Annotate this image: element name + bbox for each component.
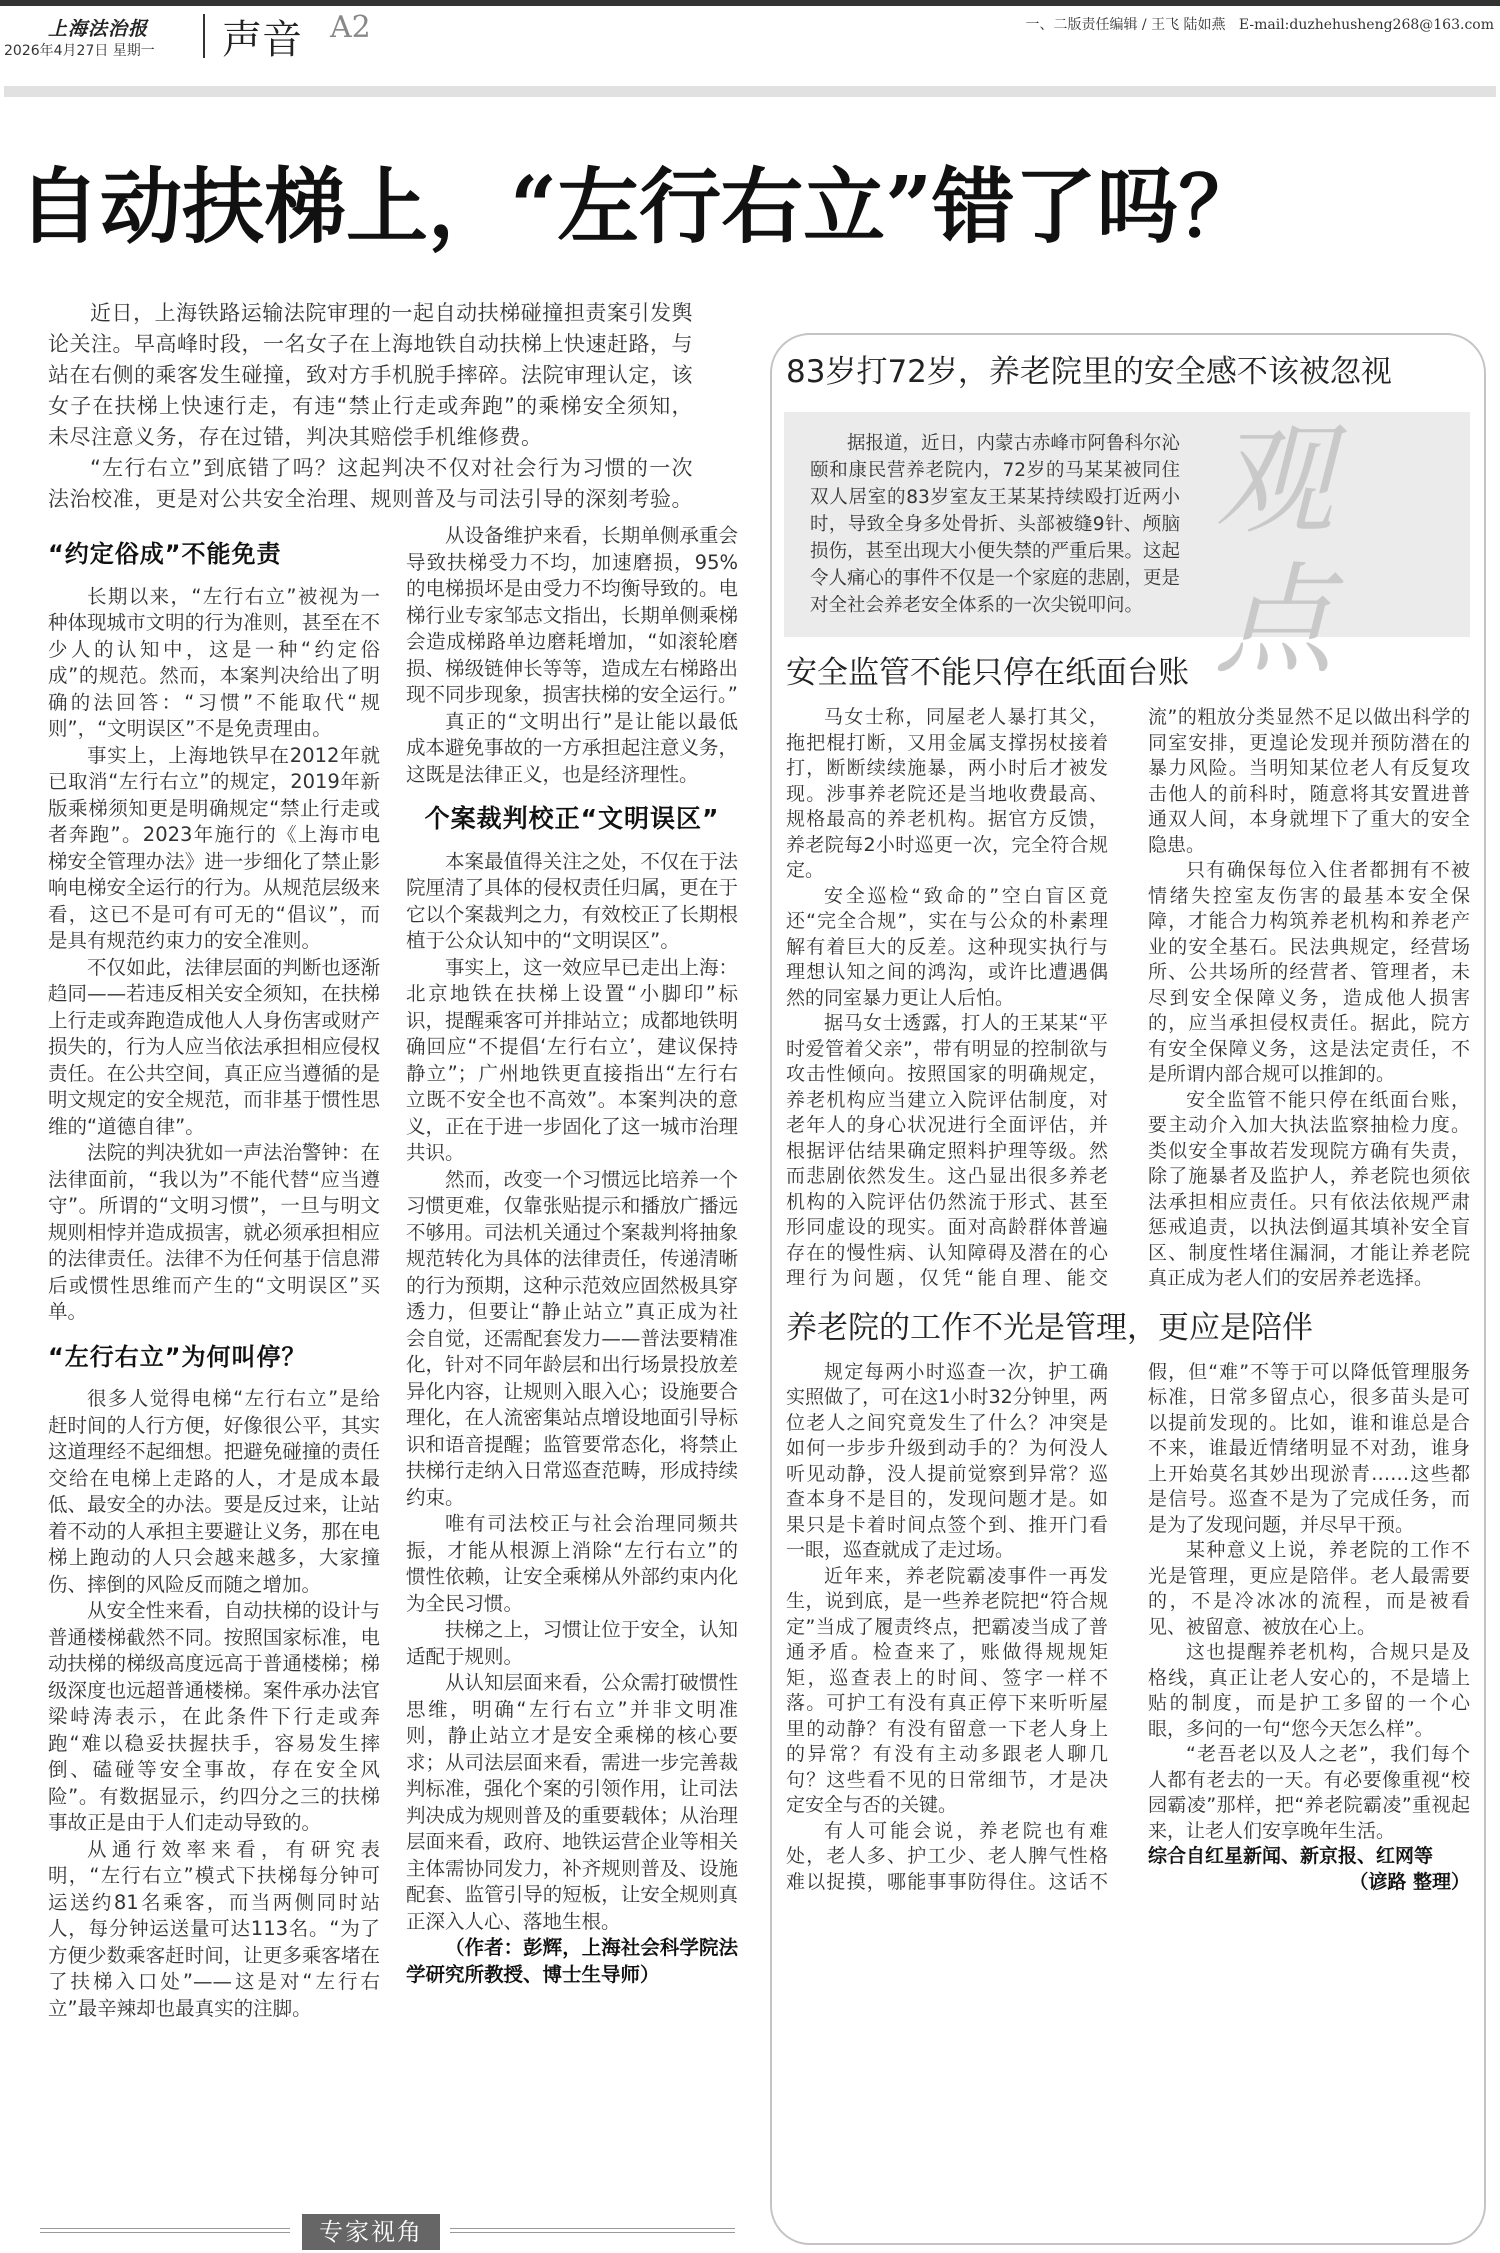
paragraph: 不仅如此，法律层面的判断也逐渐趋同——若违反相关安全须知，在扶梯上行走或奔跑造成他人人身伤害或财产损失的，行为人应当依法承担相应侵权责任。在公共空间，真正应当遵循的是明文规定的安全规范，而非基于惯性思维的“道德自律”。 xyxy=(48,955,380,1138)
sidebar-title: 83岁打72岁，养老院里的安全感不该被忽视 xyxy=(786,354,1392,390)
compiler-note: （谚路 整理） xyxy=(1349,1870,1470,1893)
paragraph: 很多人觉得电梯“左行右立”是给赶时间的人行方便，好像很公平，其实这道理经不起细想。把避免碰撞的责任交给在电梯上走路的人，才是成本最低、最安全的办法。要是反过来，让站着不动的人承担主要避让义务，那在电梯上跑动的人只会越来越多，大家撞伤、摔倒的风险反而随之增加。 xyxy=(48,1387,380,1596)
paragraph: 某种意义上说，养老院的工作不光是管理，更应是陪伴。老人最需要的，不是冷冰冰的流程，而是被看见、被留意、被放在心上。 xyxy=(1148,1539,1470,1638)
column-label: 专家视角 xyxy=(302,2214,440,2250)
paragraph: 从设备维护来看，长期单侧承重会导致扶梯受力不均，加速磨损，95%的电梯损坏是由受力不均衡导致的。电梯行业专家邹志文指出，长期单侧乘梯会造成梯路单边磨耗增加，“如滚轮磨损、梯级链伸长等等，造成左右梯路出现不同步现象，损害扶梯的安全运行。” xyxy=(406,524,738,706)
divider-line xyxy=(40,2228,290,2233)
sidebar-subheading: 养老院的工作不光是管理，更应是陪伴 xyxy=(786,1309,1313,1346)
paragraph: 从通行效率来看，有研究表明，“左行右立”模式下扶梯每分钟可运送约81名乘客，而当两侧同时站人，每分钟运送量可达113名。“为了方便少数乘客赶时间，让更多乘客堵在了扶梯入口处”——这是对“左行右立”最辛辣却也最真实的注脚。 xyxy=(48,1837,380,2020)
quote-text xyxy=(810,430,1180,619)
subheading: “左行右立”为何叫停？ xyxy=(48,1342,307,1371)
main-article-body xyxy=(48,523,738,2022)
paragraph: 本案最值得关注之处，不仅在于法院厘清了具体的侵权责任归属，更在于它以个案裁判之力，有效校正了长期根植于公众认知中的“文明误区”。 xyxy=(406,849,738,952)
sidebar-subheading: 安全监管不能只停在纸面台账 xyxy=(786,655,1189,691)
source-note: 综合自红星新闻、新京报、红网等 xyxy=(1148,1845,1434,1867)
paragraph: 然而，改变一个习惯远比培养一个习惯更难，仅靠张贴提示和播放广播远不够用。司法机关通过个案裁判将抽象规范转化为具体的法律责任，传递清晰的行为预期，这种示范效应固然极具穿透力，但要让“静止站立”真正成为社会自觉，还需配套发力——普法要精准化，针对不同年龄层和出行场景投放差异化内容，让规则入眼入心；设施要合理化，在人流密集站点增设地面引导标识和语音提醒；监管要常态化，将禁止扶梯行走纳入日常巡查范畴，形成持续约束。 xyxy=(406,1167,738,1509)
issue-date: 2026年4月27日 星期一 xyxy=(4,43,155,59)
paragraph: 事实上，上海地铁早在2012年就已取消“左行右立”的规定，2019年新版乘梯须知更是明确规定“禁止行走或者奔跑”。2023年施行的《上海市电梯安全管理办法》进一步细化了禁止影响电梯安全运行的行为。从规范层级来看，这已不是可有可无的“倡议”，而是具有规范约束力的安全准则。 xyxy=(48,743,380,952)
sidebar-section-body xyxy=(786,705,1470,1292)
watermark-guandian: 观点 xyxy=(1214,412,1334,691)
section-name: 声音 xyxy=(222,17,302,63)
main-article xyxy=(48,298,738,2022)
paragraph: 这也提醒养老机构，合规只是及格线，真正让老人安心的，不是墙上贴的制度，而是护工多留的一个心眼，多问的一句“您今天怎么样”。 xyxy=(1148,1641,1470,1740)
paragraph: 安全监管不能只停在纸面台账，要主动介入加大执法监察抽检力度。类似安全事故若发现院方确有失责，除了施暴者及监护人，养老院也须依法承担相应责任。只有依法依规严肃惩戒追责，以执法倒逼其填补安全盲区、制度性堵住漏洞，才能让养老院真正成为老人们的安居养老选择。 xyxy=(1148,1088,1470,1289)
top-rule xyxy=(0,0,1500,6)
paragraph: 法院的判决犹如一声法治警钟：在法律面前，“我以为”不能代替“应当遵守”。所谓的“文明习惯”，一旦与明文规则相悖并造成损害，就必须承担相应的法律责任。法律不为任何基于信息滞后或惯性思维而产生的“文明误区”买单。 xyxy=(48,1141,380,1323)
paragraph: 唯有司法校正与社会治理同频共振，才能从根源上消除“左行右立”的惯性依赖，让安全乘梯从外部约束内化为全民习惯。 xyxy=(406,1512,738,1615)
editor-info xyxy=(1025,14,1494,34)
quote-paragraph: 据报道，近日，内蒙古赤峰市阿鲁科尔沁颐和康民营养老院内，72岁的马某某被同住双人居室的83岁室友王某某持续殴打近两小时，导致全身多处骨折、头部被缝9针、颅脑损伤，甚至出现大小便失禁的严重后果。这起令人痛心的事件不仅是一个家庭的悲剧，更是对全社会养老安全体系的一次尖锐叩问。 xyxy=(810,433,1181,616)
paragraph: 近年来，养老院霸凌事件一再发生，说到底，是一些养老院把“符合规定”当成了履责终点，把霸凌当成了普通矛盾。检查来了，账做得规规矩矩，巡查表上的时间、签字一样不落。可护工有没有真正停下来听听屋里的动静？有没有留意一下老人身上的异常？有没有主动多跟老人聊几句？这些看不见的日常细节，才是决定安全与否的关键。 xyxy=(786,1564,1108,1816)
subheading: 个案裁判校正“文明误区” xyxy=(424,804,720,833)
headline: 自动扶梯上，“左行右立”错了吗？ xyxy=(18,159,1261,255)
paragraph: 只有确保每位入住者都拥有不被情绪失控室友伤害的最基本安全保障，才能合力构筑养老机构和养老产业的安全基石。民法典规定，经营场所、公共场所的经营者、管理者，未尽到安全保障义务，造成他人损害的，应当承担侵权责任。据此，院方有安全保障义务，这是法定责任，不是所谓内部合规可以推卸的。 xyxy=(1148,859,1470,1085)
masthead-divider xyxy=(203,14,205,58)
paragraph: 扶梯之上，习惯让位于安全，认知适配于规则。 xyxy=(406,1618,738,1668)
paragraph: 安全巡检“致命的”空白盲区竟还“完全合规”，实在与公众的朴素理解有着巨大的反差。这种现实执行与理想认知之间的鸿沟，或许比遭遇偶然的同室暴力更让人后怕。 xyxy=(786,884,1108,1009)
paragraph: 有人可能会说，养老院也有难处，老人多、护工少、老人脾气性格难以捉摸，哪能事事防得住。这话不假，但“难”不等于可以降低管理服务标准，日常多留点心，很多苗头是可以提前发现的。比如，谁和谁总是合不来，谁最近情绪明显不对劲，谁身上开始莫名其妙出现淤青……这些都是信号。巡查不是为了完成任务，而是为了发现问题，并尽早干预。 xyxy=(786,1360,1470,1893)
paragraph: 从认知层面来看，公众需打破惯性思维，明确“左行右立”并非文明准则，静止站立才是安全乘梯的核心要求；从司法层面来看，需进一步完善裁判标准，强化个案的引领作用，让司法判决成为规则普及的重要载体；从治理层面来看，政府、地铁运营企业等相关主体需协同发力，补齐规则普及、设施配套、监管引导的短板，让安全规则真正深入人心、落地生根。 xyxy=(406,1671,738,1933)
sidebar xyxy=(786,352,1470,1895)
paragraph: “老吾老以及人之老”，我们每个人都有老去的一天。有必要像重视“校园霸凌”那样，把“养老院霸凌”重视起来，让老人们安享晚年生活。 xyxy=(1148,1743,1470,1842)
paragraph: 马女士称，同屋老人暴打其父，拖把棍打断，又用金属支撑拐杖接着打，断断续续施暴，两小时后才被发现。涉事养老院还是当地收费最高、规格最高的养老机构。据官方反馈，养老院每2小时巡更一次，完全符合规定。 xyxy=(786,706,1108,881)
divider-line xyxy=(450,2228,735,2233)
newspaper-logo: 上海法治报 xyxy=(48,18,149,40)
paragraph: 长期以来，“左行右立”被视为一种体现城市文明的行为准则，甚至在不少人的认知中，这是一种“约定俗成”的规范。然而，本案判决给出了明确的法回答：“习惯”不能取代“规则”，“文明误区”不是免责理由。 xyxy=(48,584,380,740)
lead-paragraph: 近日，上海铁路运输法院审理的一起自动扶梯碰撞担责案引发舆论关注。早高峰时段，一名女子在上海地铁自动扶梯上快速赶路，与站在右侧的乘客发生碰撞，致对方手机脱手摔碎。法院审理认定，该女子在扶梯上快速行走，有违“禁止行走或奔跑”的乘梯安全须知，未尽注意义务，存在过错，判决其赔偿手机维修费。 xyxy=(48,301,693,449)
lead-text xyxy=(48,298,693,515)
lead-paragraph: “左行右立”到底错了吗？这起判决不仅对社会行为习惯的一次法治校准，更是对公共安全治理、规则普及与司法引导的深刻考验。 xyxy=(48,456,693,511)
author-byline: （作者：彭辉，上海社会科学院法学研究所教授、博士生导师） xyxy=(406,1936,738,1986)
subheading: “约定俗成”不能免责 xyxy=(48,540,282,568)
sidebar-section-body xyxy=(786,1360,1470,1896)
paragraph: 从安全性来看，自动扶梯的设计与普通楼梯截然不同。按照国家标准，电动扶梯的梯级高度远高于普通楼梯；梯级深度也远超普通楼梯。案件承办法官梁峙涛表示，在此条件下行走或奔跑“难以稳妥扶握扶手，容易发生摔倒、磕碰等安全事故，存在安全风险”。有数据显示，约四分之三的扶梯事故正是由于人们走动导致的。 xyxy=(48,1599,380,1834)
paragraph: 事实上，这一效应早已走出上海：北京地铁在扶梯上设置“小脚印”标识，提醒乘客可并排站立；成都地铁明确回应“不提倡‘左行右立’，建议保持静立”；广州地铁更直接指出“左行右立既不安全也不高效”。本案判决的意义，正在于进一步固化了这一城市治理共识。 xyxy=(406,955,738,1164)
paragraph: 真正的“文明出行”是让能以最低成本避免事故的一方承担起注意义务，这既是法律正义，也是经济理性。 xyxy=(406,709,738,786)
header-band xyxy=(4,86,1496,97)
paragraph: 规定每两小时巡查一次，护工确实照做了，可在这1小时32分钟里，两位老人之间究竟发生了什么？冲突是如何一步步升级到动手的？为何没人听见动静，没人提前觉察到异常？巡查本身不是目的，发现问题才是。如果只是卡着时间点签个到、推开门看一眼，巡查就成了走过场。 xyxy=(786,1360,1108,1561)
email: E-mail:duzhehusheng268@163.com xyxy=(1238,17,1494,33)
editors: 一、二版责任编辑 / 王飞 陆如燕 xyxy=(1025,17,1226,33)
paragraph: 据马女士透露，打人的王某某“平时爱管着父亲”，带有明显的控制欲与攻击性倾向。按照国家的明确规定，养老机构应当建立入院评估制度，对老年人的身心状况进行全面评估，并根据评估结果确定照料护理等级。然而悲剧依然发生。这凸显出很多养老机构的入院评估仍然流于形式、甚至形同虚设的现实。面对高龄群体普遍存在的慢性病、认知障碍及潜在的心理行为问题，仅凭“能自理、能交流”的粗放分类显然不足以做出科学的同室安排，更遑论发现并预防潜在的暴力风险。当明知某位老人有反复攻击他人的前科时，随意将其安置进普通双人间，本身就埋下了重大的安全隐患。 xyxy=(786,706,1470,1289)
page-number: A2 xyxy=(330,10,371,45)
